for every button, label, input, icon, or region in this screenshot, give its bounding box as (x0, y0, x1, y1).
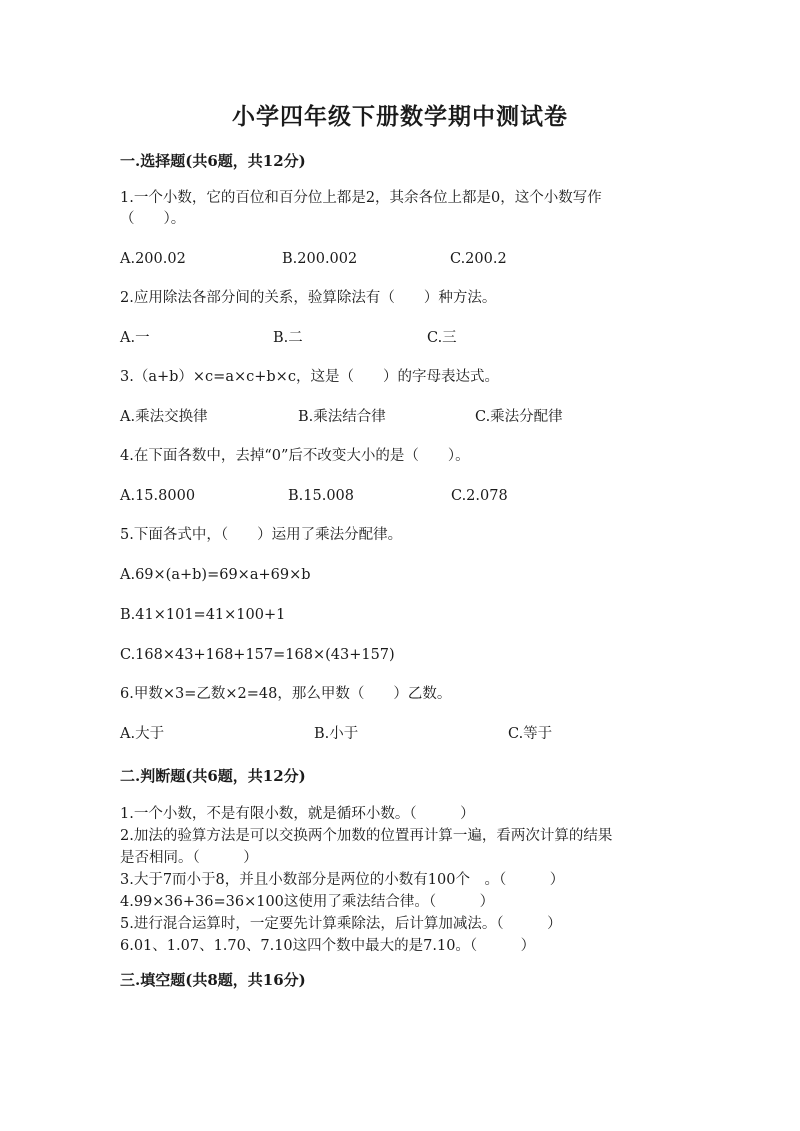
question-stem-continued: （ ）。 (120, 211, 186, 227)
option-c: C.等于 (508, 726, 553, 742)
judge-item: 1.一个小数，不是有限小数，就是循环小数。（ ） (120, 806, 475, 822)
judge-item-continued: 是否相同。（ ） (120, 850, 258, 866)
question-stem: 6.甲数×3=乙数×2=48，那么甲数（ ）乙数。 (120, 686, 452, 702)
judge-list (120, 803, 612, 957)
option-c: C.200.2 (450, 251, 507, 267)
question-stem: 5.下面各式中，（ ）运用了乘法分配律。 (120, 527, 403, 543)
page-title: 小学四年级下册数学期中测试卷 (232, 103, 568, 130)
option-c: C.2.078 (451, 488, 508, 504)
option-a: A.69×(a+b)=69×a+69×b (120, 567, 311, 583)
option-c: C.168×43+168+157=168×(43+157) (120, 647, 395, 663)
options-row (120, 328, 720, 348)
option-b: B.15.008 (288, 488, 355, 504)
question-stem: 3.（a+b）×c=a×c+b×c，这是（ ）的字母表达式。 (120, 369, 499, 385)
options-row (120, 486, 720, 506)
option-a: A.15.8000 (120, 488, 196, 504)
judge-item: 2.加法的验算方法是可以交换两个加数的位置再计算一遍，看两次计算的结果 (120, 828, 613, 844)
option-a: A.一 (120, 330, 150, 346)
question-stem: 2.应用除法各部分间的关系，验算除法有（ ）种方法。 (120, 290, 497, 306)
judge-item: 6.01、1.07、1.70、7.10这四个数中最大的是7.10。（ ） (120, 938, 536, 954)
options-row (120, 724, 720, 744)
option-b: B.200.002 (282, 251, 358, 267)
section-heading-judge: 二.判断题(共6题，共12分) (120, 767, 306, 785)
option-b: B.二 (273, 330, 303, 346)
option-c: C.乘法分配律 (475, 409, 563, 425)
option-a: A.乘法交换律 (120, 409, 208, 425)
option-a: A.200.02 (120, 251, 186, 267)
question-stem: 4.在下面各数中，去掉“0”后不改变大小的是（ ）。 (120, 448, 470, 464)
question-stem: 1.一个小数，它的百位和百分位上都是2，其余各位上都是0，这个小数写作 (120, 190, 602, 206)
option-b: B.41×101=41×100+1 (120, 607, 286, 623)
section-heading-fill: 三.填空题(共8题，共16分) (120, 971, 306, 989)
options-row (120, 249, 720, 269)
judge-item: 3.大于7而小于8，并且小数部分是两位的小数有100个 。（ ） (120, 872, 565, 888)
section-heading-choice: 一.选择题(共6题，共12分) (120, 152, 306, 170)
option-b: B.乘法结合律 (298, 409, 386, 425)
judge-item: 5.进行混合运算时，一定要先计算乘除法，后计算加减法。（ ） (120, 916, 562, 932)
judge-item: 4.99×36+36=36×100这使用了乘法结合律。（ ） (120, 894, 495, 910)
option-c: C.三 (427, 330, 457, 346)
options-row (120, 407, 720, 427)
option-b: B.小于 (314, 726, 359, 742)
option-a: A.大于 (120, 726, 165, 742)
